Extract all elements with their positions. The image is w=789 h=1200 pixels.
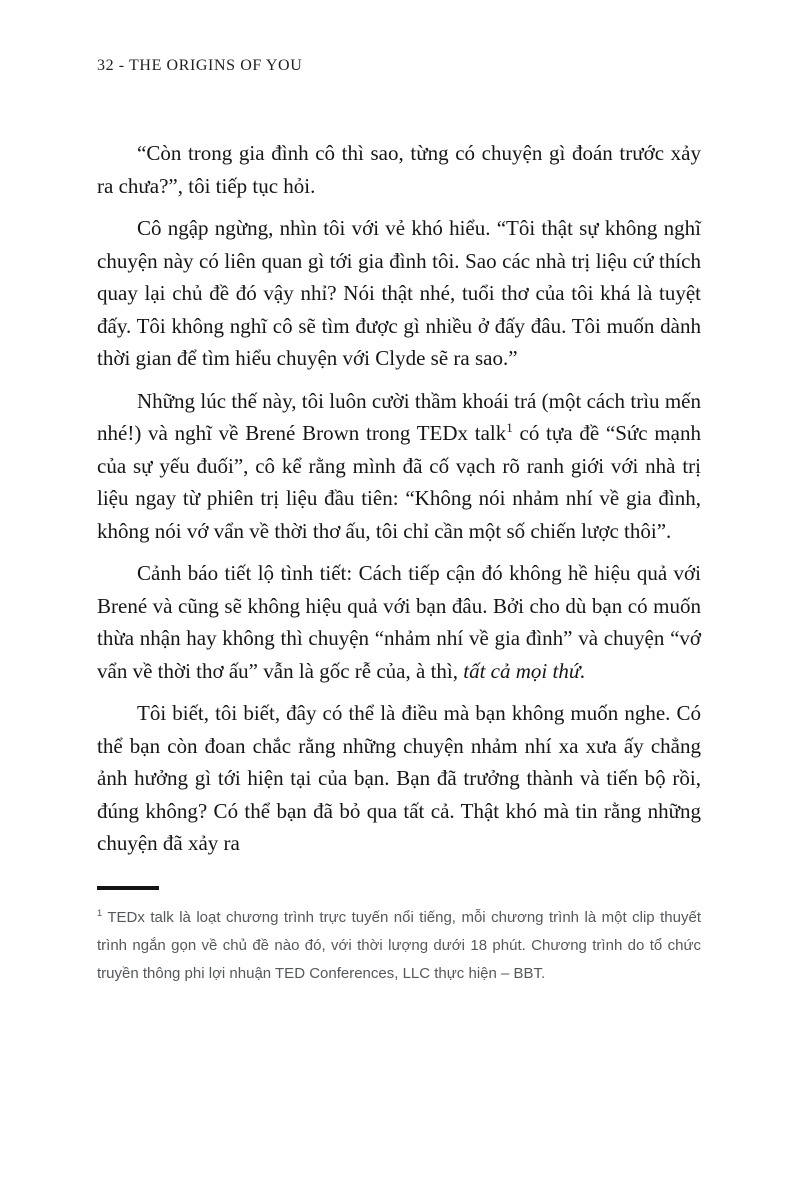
text-run: Những lúc thế này, tôi luôn cười thầm khoái trá (một cách trìu mến nhé!) và nghĩ về Brené Brown trong TEDx talk [97, 388, 701, 445]
paragraph [97, 212, 701, 375]
running-head: 32 - THE ORIGINS OF YOU [97, 57, 303, 74]
text-run: tất cả mọi thứ. [463, 658, 586, 683]
text-run: Cảnh báo tiết lộ tình tiết: Cách tiếp cận đó không hề hiệu quả với Brené và cũng sẽ không hiệu quả với bạn đâu. Bởi cho dù bạn có muốn thừa nhận hay không thì chuyện “nhảm nhí về gia đình” và chuyện “vớ vẩn về thời thơ ấu” vẫn là gốc rễ của, à thì, [97, 561, 701, 683]
paragraph [97, 697, 701, 860]
footnote-separator-rule [97, 886, 159, 890]
paragraph [97, 385, 701, 548]
footnote-marker: 1 [97, 907, 103, 918]
text-run: Tôi biết, tôi biết, đây có thể là điều mà bạn không muốn nghe. Có thể bạn còn đoan chắc rằng những chuyện nhảm nhí xa xưa ấy chẳng ảnh hưởng gì tới hiện tại của bạn. Bạn đã trưởng thành và tiến bộ rồi, đúng không? Có thể bạn đã bỏ qua tất cả. Thật khó mà tin rằng những chuyện đã xảy ra [97, 701, 701, 855]
paragraph [97, 137, 701, 202]
text-run: “Còn trong gia đình cô thì sao, từng có chuyện gì đoán trước xảy ra chưa?”, tôi tiếp tục hỏi. [97, 141, 701, 198]
body-paragraphs [97, 137, 701, 860]
text-run: có tựa đề “Sức mạnh của sự yếu đuối”, cô kể rằng mình đã cố vạch rõ ranh giới với nhà trị liệu ngay từ phiên trị liệu đầu tiên: “Không nói nhảm nhí về gia đình, không nói vớ vẩn về thời thơ ấu, tôi chỉ cần một số chiến lược thôi”. [97, 421, 701, 543]
footnote-text [97, 904, 701, 988]
paragraph [97, 557, 701, 687]
footnote-marker: 1 [506, 420, 513, 435]
footnote-block [97, 886, 701, 988]
text-run: TEDx talk là loạt chương trình trực tuyến nổi tiếng, mỗi chương trình là một clip thuyết trình ngắn gọn về chủ đề nào đó, với thời lượng dưới 18 phút. Chương trình do tổ chức truyền thông phi lợi nhuận TED Conferences, LLC thực hiện – BBT. [97, 908, 701, 982]
text-run: Cô ngập ngừng, nhìn tôi với vẻ khó hiểu. “Tôi thật sự không nghĩ chuyện này có liên quan gì tới gia đình tôi. Sao các nhà trị liệu cứ thích quay lại chủ đề đó vậy nhỉ? Nói thật nhé, tuổi thơ của tôi khá là tuyệt đấy. Tôi không nghĩ cô sẽ tìm được gì nhiều ở đấy đâu. Tôi muốn dành thời gian để tìm hiểu chuyện với Clyde sẽ ra sao.” [97, 216, 701, 370]
